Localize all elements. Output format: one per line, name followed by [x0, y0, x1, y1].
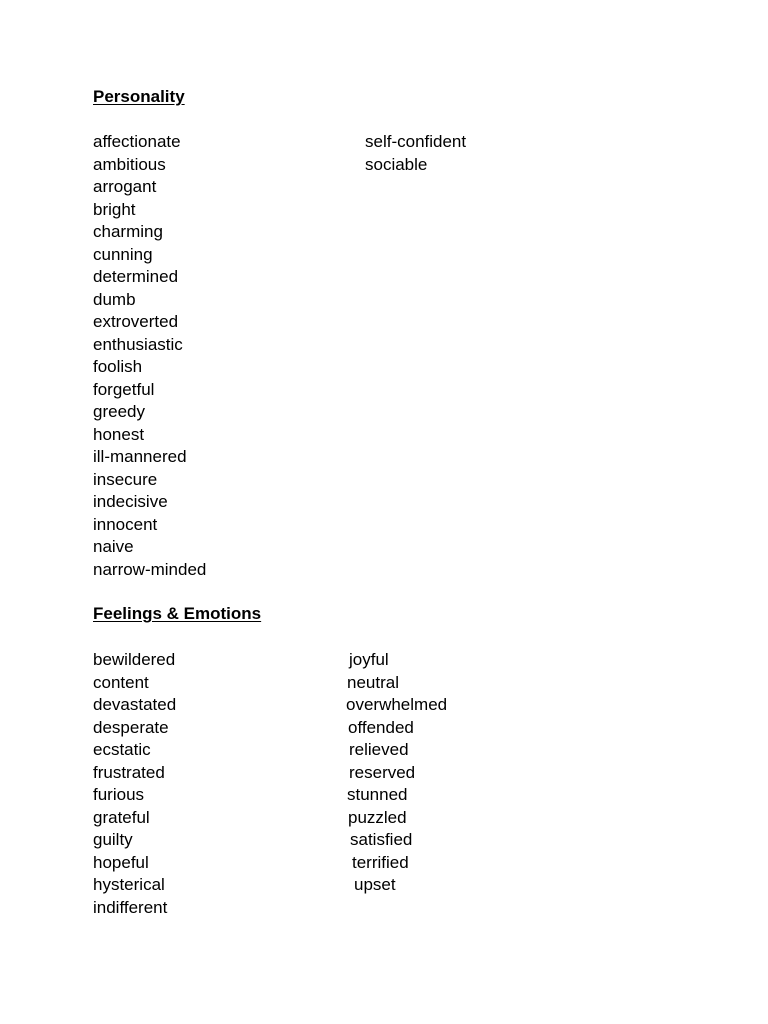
word-item: bright: [93, 199, 136, 219]
word-item: hysterical: [93, 875, 165, 894]
word-item: grateful: [93, 807, 150, 827]
word-item: sociable: [365, 154, 428, 174]
word-item: dumb: [93, 289, 136, 309]
word-item: devastated: [93, 695, 177, 714]
word-item: affectionate: [93, 132, 181, 151]
word-item: innocent: [93, 514, 158, 534]
word-item: enthusiastic: [93, 334, 183, 354]
word-item: ill-mannered: [93, 447, 187, 466]
word-item: upset: [354, 875, 396, 894]
word-item: puzzled: [348, 807, 407, 827]
word-item: indifferent: [93, 897, 168, 917]
personality-heading: Personality: [93, 87, 185, 106]
word-item: insecure: [93, 469, 158, 489]
word-item: ecstatic: [93, 740, 151, 759]
feelings-emotions-heading: Feelings & Emotions: [93, 604, 262, 623]
word-item: desperate: [93, 717, 169, 737]
word-item: indecisive: [93, 492, 168, 511]
word-item: determined: [93, 267, 179, 286]
word-item: honest: [93, 424, 145, 444]
word-item: self-confident: [365, 132, 467, 151]
word-item: extroverted: [93, 312, 179, 331]
word-item: forgetful: [93, 379, 155, 399]
word-item: stunned: [347, 785, 408, 804]
word-item: bewildered: [93, 650, 176, 669]
word-item: furious: [93, 785, 145, 804]
word-item: arrogant: [93, 177, 157, 196]
word-item: charming: [93, 222, 163, 241]
word-item: frustrated: [93, 762, 165, 782]
word-item: overwhelmed: [346, 695, 448, 714]
word-item: greedy: [93, 402, 145, 421]
word-item: narrow-minded: [93, 559, 207, 579]
word-item: offended: [348, 717, 414, 737]
word-item: joyful: [349, 650, 389, 669]
word-item: cunning: [93, 244, 153, 264]
word-item: naive: [93, 537, 134, 556]
word-item: reserved: [349, 762, 416, 782]
word-item: guilty: [93, 830, 133, 849]
word-item: ambitious: [93, 154, 166, 174]
word-item: foolish: [93, 357, 143, 376]
word-item: content: [93, 672, 149, 692]
word-item: relieved: [349, 740, 409, 759]
word-item: satisfied: [350, 830, 413, 849]
word-item: terrified: [352, 852, 409, 872]
word-item: neutral: [347, 672, 399, 692]
word-item: hopeful: [93, 852, 149, 872]
